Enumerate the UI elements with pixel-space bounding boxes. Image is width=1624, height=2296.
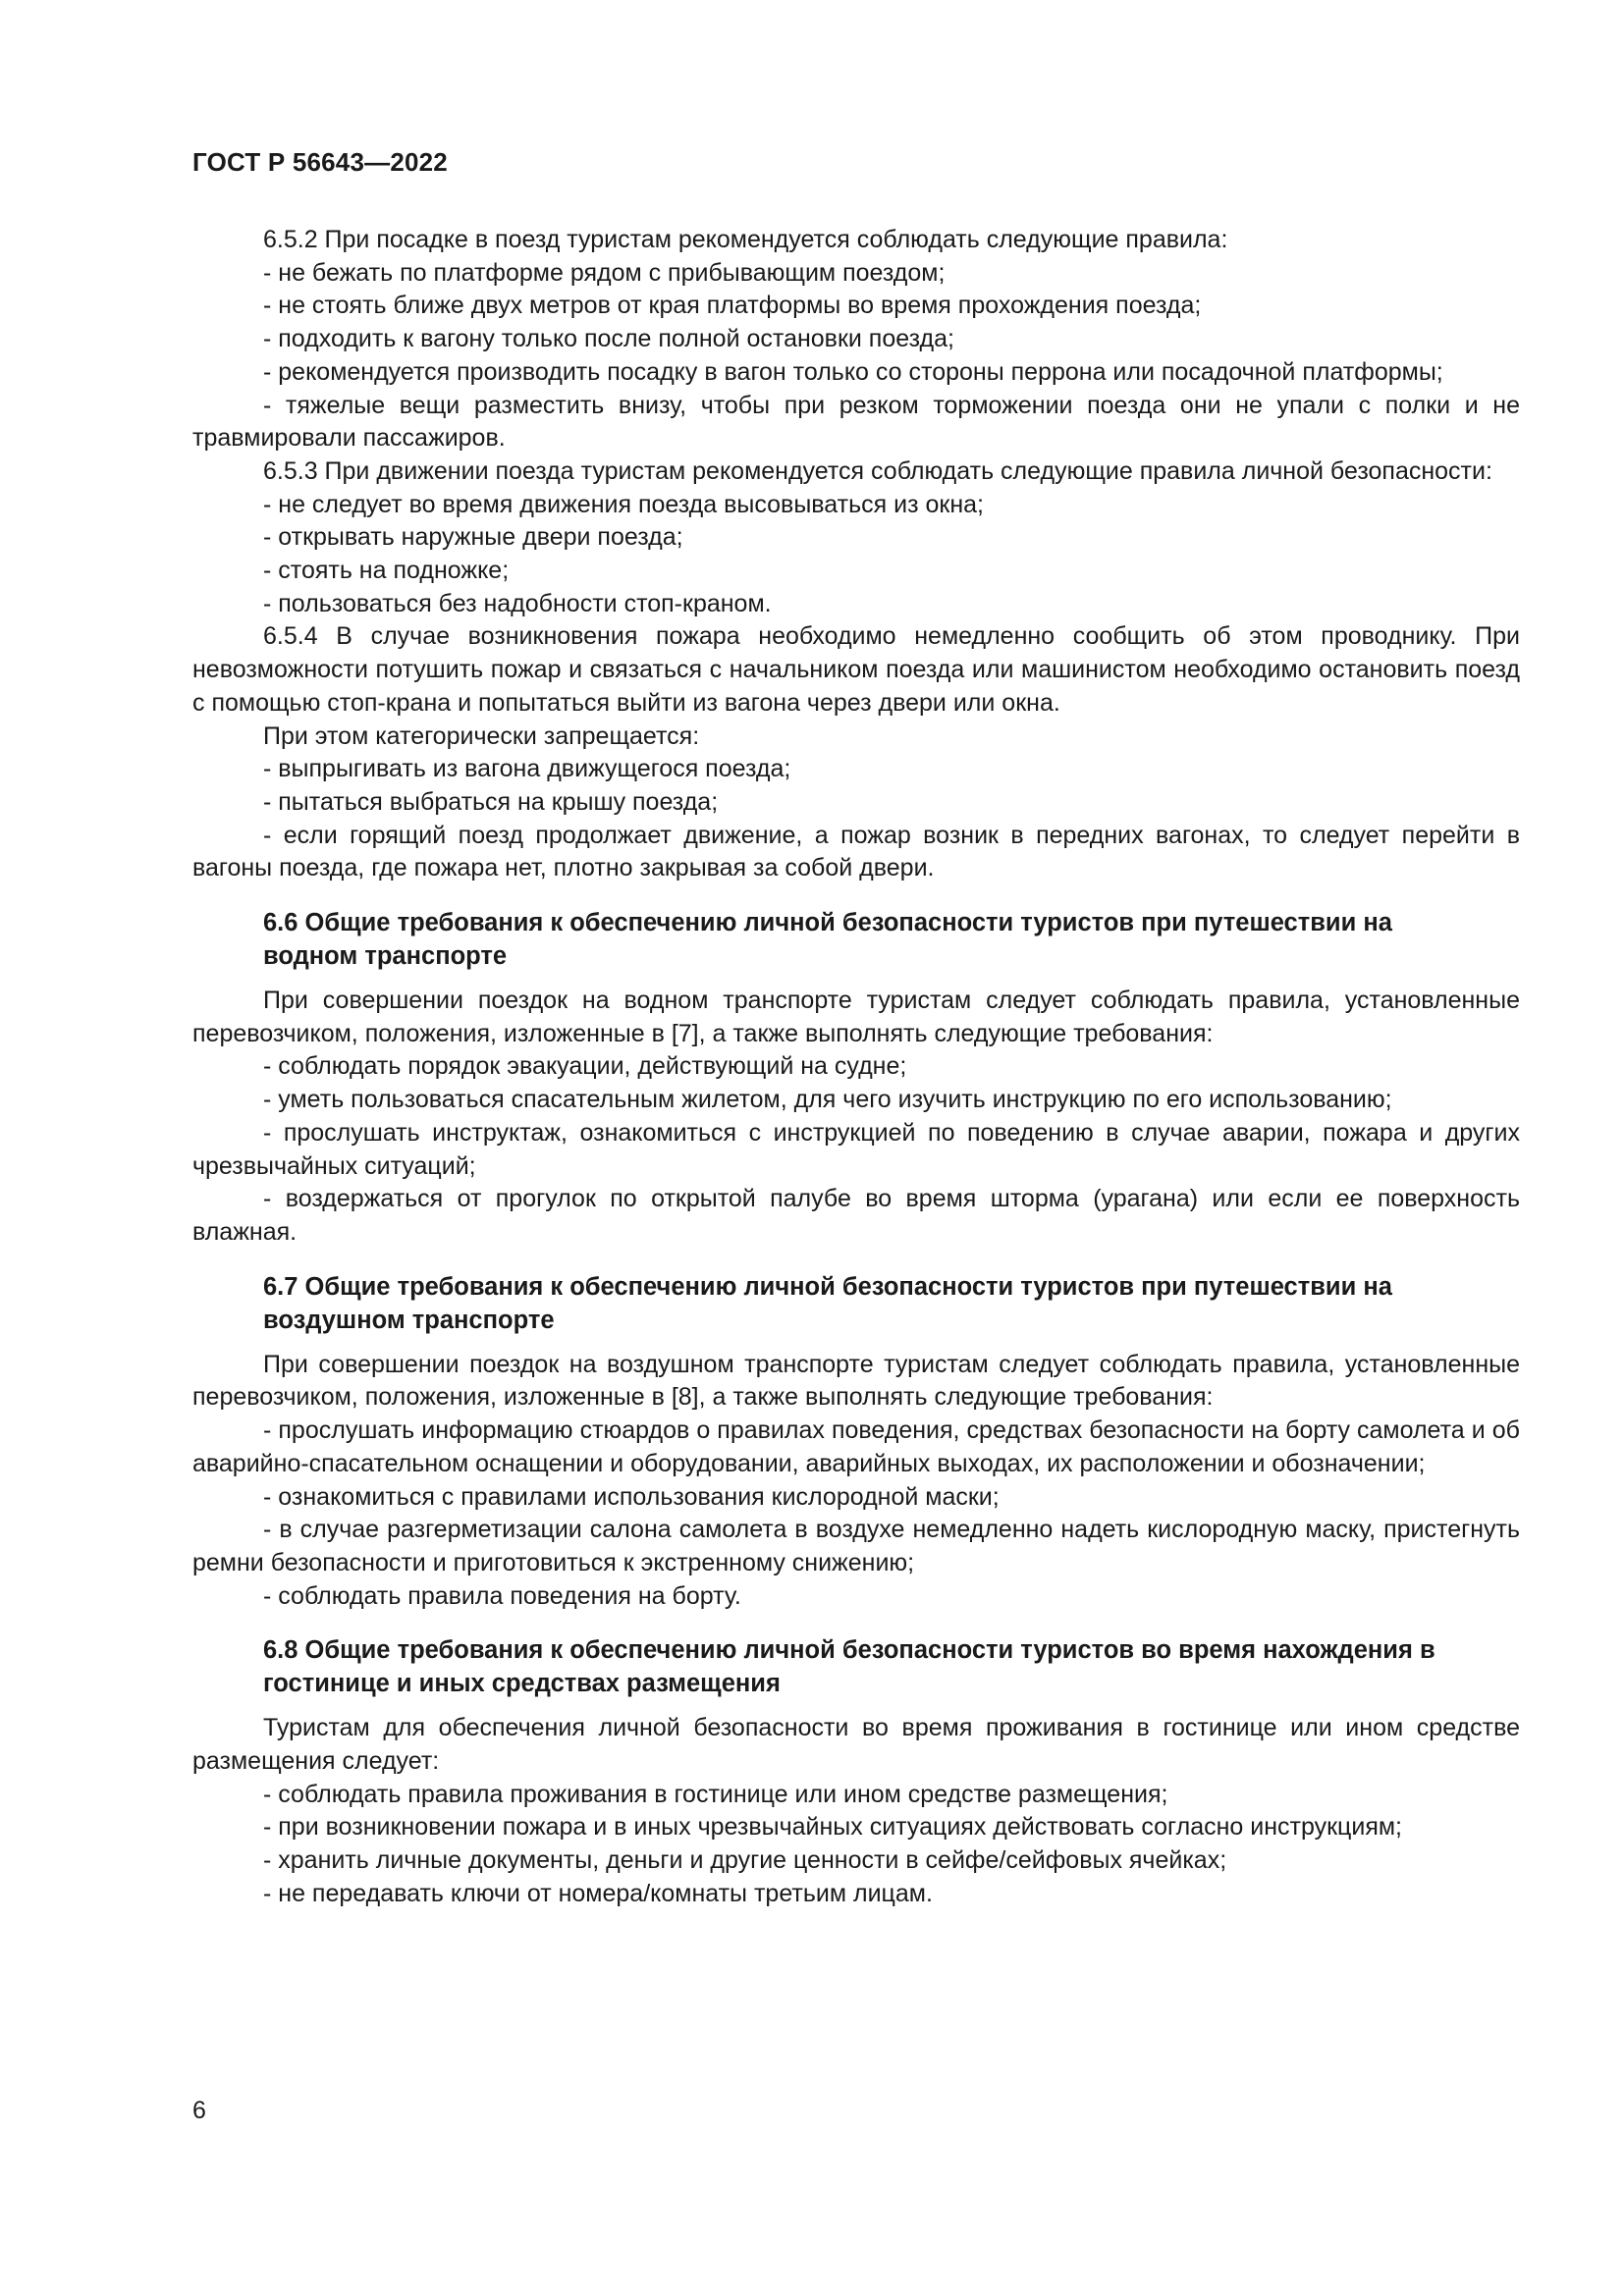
- list-item: - не бежать по платформе рядом с прибывающим поездом;: [263, 258, 946, 287]
- paragraph: 6.5.2 При посадке в поезд туристам рекомендуется соблюдать следующие правила:: [263, 226, 1228, 253]
- paragraph: При совершении поездок на воздушном транспорте туристам следует соблюдать правила, установленные перевозчиком, положения, изложенные в [8], а также выполнять следующие требования:: [192, 1350, 1520, 1412]
- list-item: - пытаться выбраться на крышу поезда;: [263, 787, 719, 816]
- paragraph: При совершении поездок на водном транспорте туристам следует соблюдать правила, установленные перевозчиком, положения, изложенные в [7], а также выполнять следующие требования:: [192, 987, 1520, 1047]
- section-heading-6-8: 6.8 Общие требования к обеспечению личной безопасности туристов во время нахождения в гостинице и иных средствах размещения: [263, 1636, 1435, 1698]
- list-item: - не передавать ключи от номера/комнаты третьим лицам.: [263, 1879, 933, 1907]
- list-item: - тяжелые вещи разместить внизу, чтобы при резком торможении поезда они не упали с полки и не травмировали пассажиров.: [192, 391, 1520, 453]
- section-heading-6-7: 6.7 Общие требования к обеспечению личной безопасности туристов при путешествии на воздушном транспорте: [263, 1272, 1392, 1334]
- paragraph: 6.5.4 В случае возникновения пожара необходимо немедленно сообщить об этом проводнику. При невозможности потушить пожар и связаться с начальником поезда или машинистом необходимо остановить поезд с помощью стоп-крана и попытаться выйти из вагона через двери или окна.: [192, 622, 1520, 717]
- list-item: - стоять на подножке;: [263, 557, 510, 585]
- list-item: - при возникновении пожара и в иных чрезвычайных ситуациях действовать согласно инструкциям;: [263, 1813, 1402, 1842]
- list-item: - рекомендуется производить посадку в вагон только со стороны перрона или посадочной платформы;: [263, 357, 1443, 386]
- section-heading-6-6: 6.6 Общие требования к обеспечению личной безопасности туристов при путешествии на водном транспорте: [263, 909, 1392, 971]
- list-item: - соблюдать правила поведения на борту.: [263, 1581, 741, 1610]
- page-number: 6: [192, 2097, 206, 2124]
- document-header: ГОСТ Р 56643—2022: [192, 147, 448, 177]
- list-item: - уметь пользоваться спасательным жилетом, для чего изучить инструкцию по его использованию;: [263, 1086, 1392, 1114]
- list-item: - в случае разгерметизации салона самолета в воздухе немедленно надеть кислородную маску, пристегнуть ремни безопасности и приготовиться к экстренному снижению;: [192, 1516, 1520, 1576]
- list-item: - прослушать информацию стюардов о правилах поведения, средствах безопасности на борту самолета и об аварийно-спасательном оснащении и оборудовании, аварийных выходах, их расположении и обозначении;: [192, 1416, 1520, 1477]
- list-item: - соблюдать порядок эвакуации, действующий на судне;: [263, 1052, 907, 1081]
- list-item: - открывать наружные двери поезда;: [263, 523, 683, 552]
- list-item: - выпрыгивать из вагона движущегося поезда;: [263, 755, 791, 783]
- list-item: - прослушать инструктаж, ознакомиться с инструкцией по поведению в случае аварии, пожара и других чрезвычайных ситуаций;: [192, 1118, 1520, 1180]
- list-item: - хранить личные документы, деньги и другие ценности в сейфе/сейфовых ячейках;: [263, 1846, 1227, 1875]
- paragraph: Туристам для обеспечения личной безопасности во время проживания в гостинице или ином средстве размещения следует:: [192, 1714, 1520, 1776]
- list-item: - пользоваться без надобности стоп-краном.: [263, 589, 772, 617]
- list-item: - воздержаться от прогулок по открытой палубе во время шторма (урагана) или если ее поверхность влажная.: [192, 1185, 1520, 1246]
- list-item: - если горящий поезд продолжает движение, а пожар возник в передних вагонах, то следует перейти в вагоны поезда, где пожара нет, плотно закрывая за собой двери.: [192, 821, 1520, 882]
- list-item: - подходить к вагону только после полной остановки поезда;: [263, 325, 954, 353]
- list-item: - не следует во время движения поезда высовываться из окна;: [263, 490, 984, 518]
- paragraph: При этом категорически запрещается:: [263, 721, 700, 750]
- list-item: - не стоять ближе двух метров от края платформы во время прохождения поезда;: [263, 292, 1202, 320]
- paragraph: 6.5.3 При движении поезда туристам рекомендуется соблюдать следующие правила личной безопасности:: [263, 456, 1492, 485]
- list-item: - ознакомиться с правилами использования кислородной маски;: [263, 1482, 1000, 1511]
- document-body: [192, 224, 1520, 1911]
- list-item: - соблюдать правила проживания в гостинице или ином средстве размещения;: [263, 1780, 1168, 1808]
